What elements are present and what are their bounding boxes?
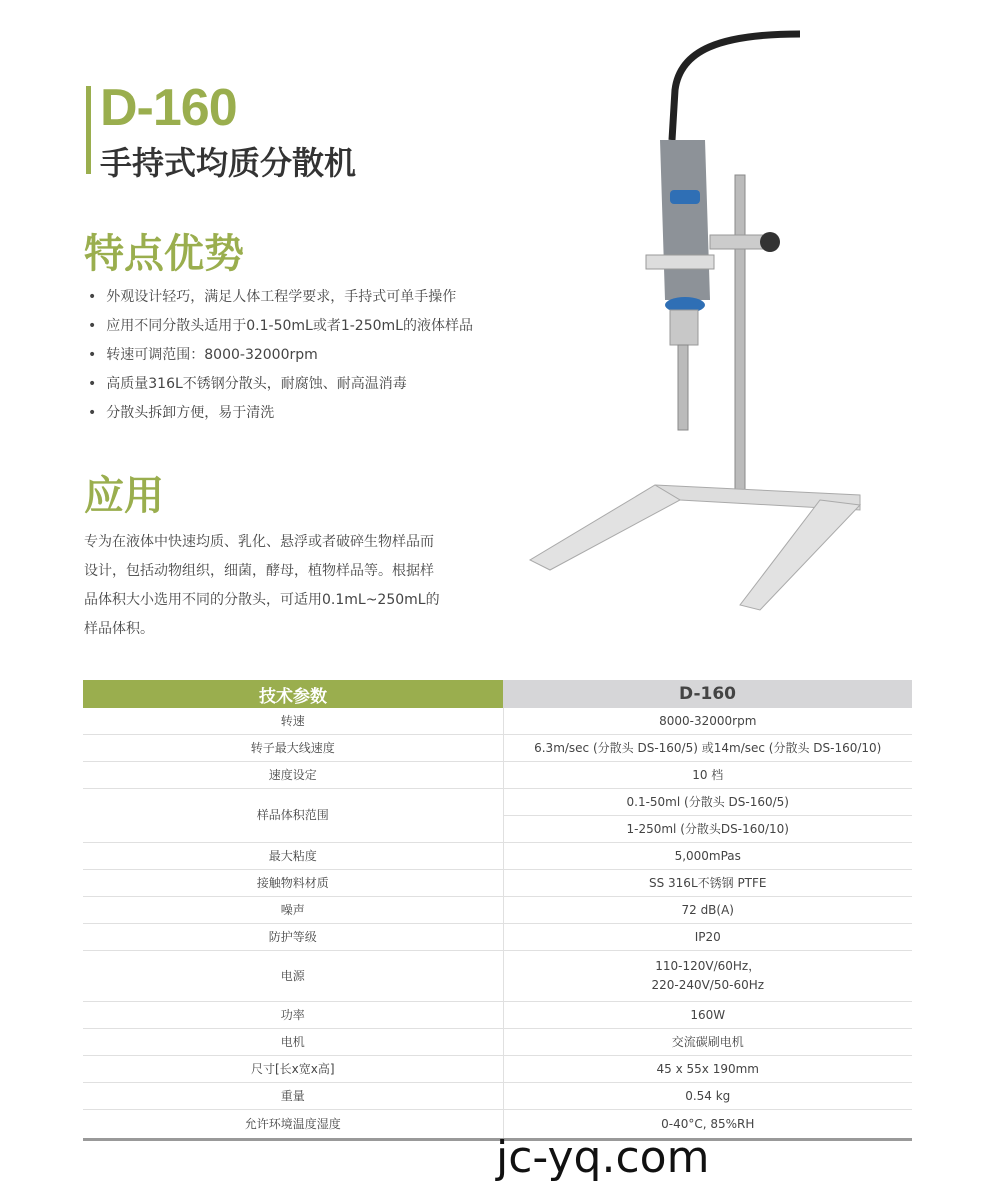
model-title: D-160 [100, 79, 237, 137]
spec-value: 160W [503, 1002, 912, 1029]
table-row [83, 843, 912, 870]
spec-value [503, 951, 912, 1002]
application-text: 专为在液体中快速均质、乳化、悬浮或者破碎生物样品而设计，包括动物组织，细菌，酵母，植物样品等。根据样品体积大小选用不同的分散头，可适用0.1mL~250mL的样品体积。 [84, 534, 440, 637]
spec-label: 重量 [83, 1083, 503, 1110]
spec-label: 尺寸[长x宽x高] [83, 1056, 503, 1083]
table-header [83, 680, 912, 708]
table-row [83, 897, 912, 924]
list-item: • 转速可调范围：8000-32000rpm [88, 344, 473, 373]
spec-value: SS 316L不锈钢 PTFE [503, 870, 912, 897]
spec-label: 样品体积范围 [83, 789, 503, 843]
spec-table [83, 680, 912, 1141]
spec-label: 电源 [83, 951, 503, 1002]
table-row [83, 1056, 912, 1083]
features-heading: 特点优势 [84, 231, 244, 277]
table-row [83, 1029, 912, 1056]
spec-value: 72 dB(A) [503, 897, 912, 924]
spec-label: 允许环境温度湿度 [83, 1110, 503, 1140]
spec-value: 8000-32000rpm [503, 708, 912, 735]
list-item: • 高质量316L不锈钢分散头，耐腐蚀、耐高温消毒 [88, 373, 473, 402]
spec-value: 6.3m/sec (分散头 DS-160/5) 或14m/sec (分散头 DS-160/10) [503, 735, 912, 762]
application-heading: 应用 [84, 473, 164, 519]
spec-value-line: 110-120V/60Hz， [655, 959, 761, 973]
spec-label: 功率 [83, 1002, 503, 1029]
product-image [520, 30, 880, 630]
table-row [83, 951, 912, 1002]
spec-value: 0.54 kg [503, 1083, 912, 1110]
table-row [83, 924, 912, 951]
spec-value: 0.1-50ml (分散头 DS-160/5) [503, 789, 912, 816]
features-list [88, 286, 473, 431]
spec-label: 速度设定 [83, 762, 503, 789]
list-item: • 应用不同分散头适用于0.1-50mL或者1-250mL的液体样品 [88, 315, 473, 344]
website-footer: jc-yq.com [496, 1132, 710, 1183]
spec-value: 45 x 55x 190mm [503, 1056, 912, 1083]
table-row [83, 708, 912, 735]
table-row [83, 762, 912, 789]
spec-label: 最大粘度 [83, 843, 503, 870]
title-accent-bar [86, 86, 91, 174]
table-row [83, 735, 912, 762]
product-subtitle: 手持式均质分散机 [100, 144, 357, 182]
spec-value: IP20 [503, 924, 912, 951]
spec-label: 接触物料材质 [83, 870, 503, 897]
spec-value: 10 档 [503, 762, 912, 789]
list-item: • 分散头拆卸方便，易于清洗 [88, 402, 473, 431]
spec-value: 1-250ml (分散头DS-160/10) [503, 816, 912, 843]
spec-value: 交流碳刷电机 [503, 1029, 912, 1056]
spec-label: 防护等级 [83, 924, 503, 951]
spec-value: 0-40°C, 85%RH [503, 1110, 912, 1140]
spec-label: 转子最大线速度 [83, 735, 503, 762]
table-row [83, 870, 912, 897]
table-row [83, 789, 912, 816]
spec-header-param: 技术参数 [83, 680, 503, 708]
spec-value: 5,000mPas [503, 843, 912, 870]
spec-value-line: 220-240V/50-60Hz [651, 978, 765, 992]
list-item: • 外观设计轻巧，满足人体工程学要求，手持式可单手操作 [88, 286, 473, 315]
table-row [83, 1083, 912, 1110]
spec-header-model: D-160 [503, 680, 912, 708]
spec-label: 噪声 [83, 897, 503, 924]
table-row [83, 1002, 912, 1029]
spec-label: 电机 [83, 1029, 503, 1056]
spec-label: 转速 [83, 708, 503, 735]
